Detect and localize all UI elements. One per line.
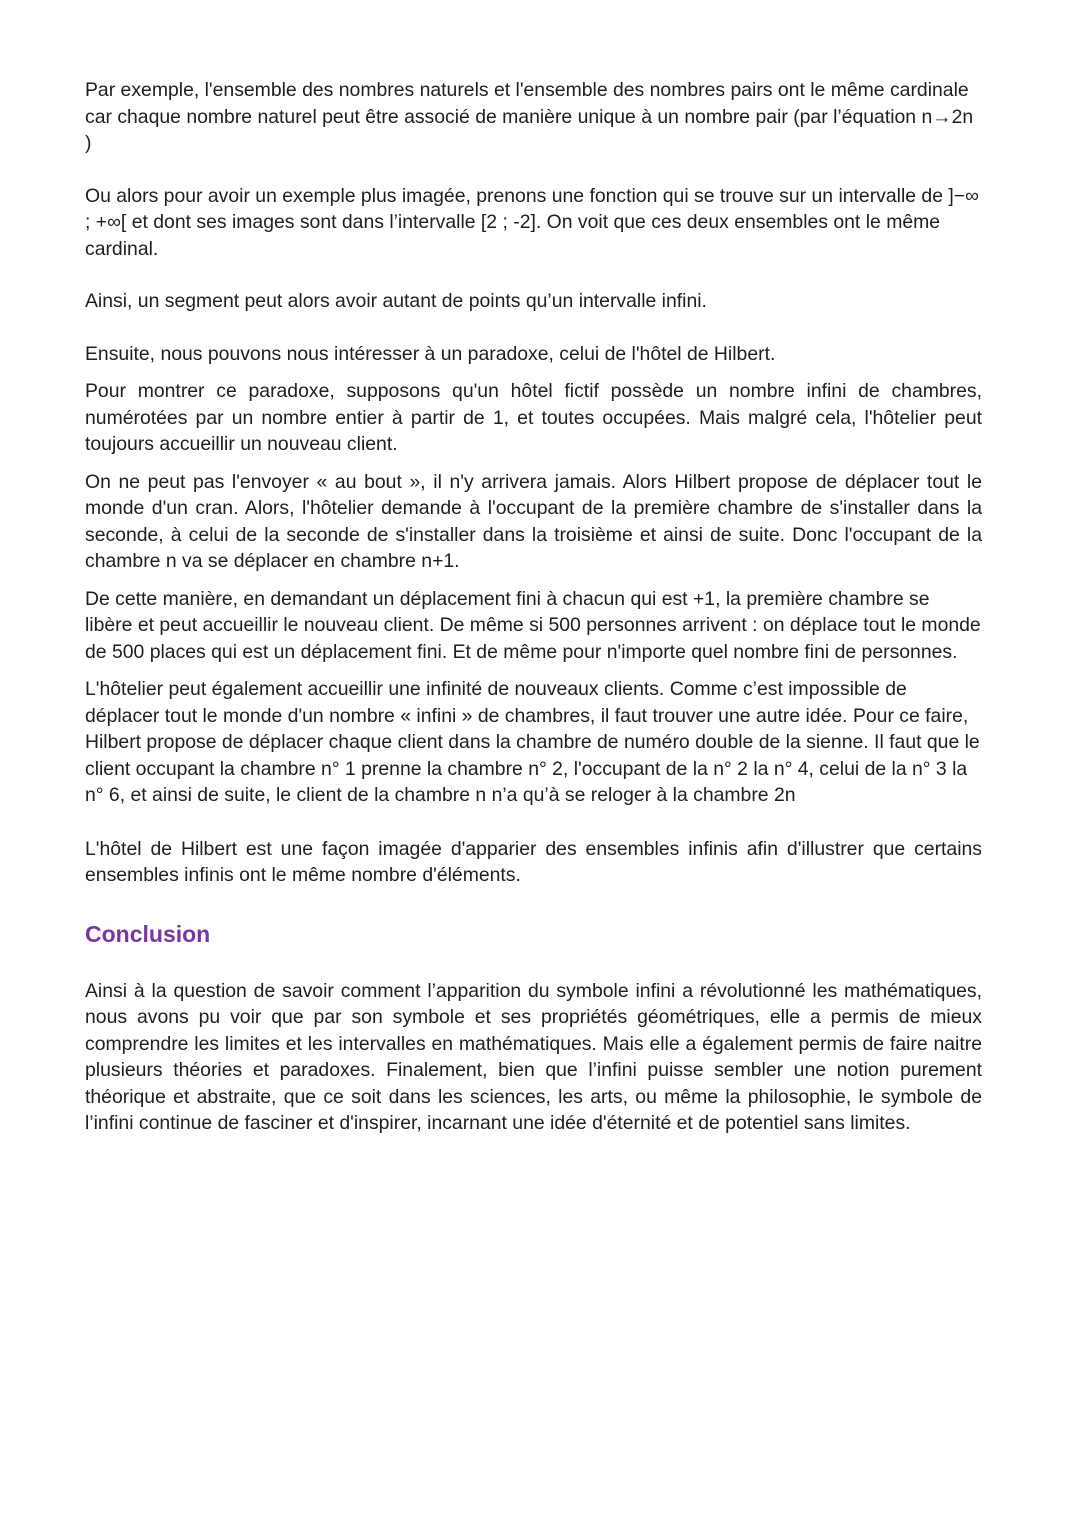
paragraph-segment-conclusion: Ainsi, un segment peut alors avoir autant de points qu’un intervalle infini. bbox=[85, 290, 707, 312]
paragraph-conclusion: Ainsi à la question de savoir comment l’apparition du symbole infini a révolutionné les mathématiques, nous avons pu voir que par son symbole et ses propriétés géométriques, elle a permis de mieux comprendre les limites et les intervalles en mathématiques. Mais elle a également permis de faire naitre plusieurs théories et paradoxes. Finalement, bien que l’infini puisse sembler une notion purement théorique et abstraite, que ce soit dans les sciences, les arts, ou même la philosophie, le symbole de l’infini continue de fasciner et d'inspirer, incarnant une idée d'éternité et de potentiel sans limites. bbox=[85, 979, 982, 1134]
paragraph-infinite-guests: L'hôtelier peut également accueillir une infinité de nouveaux clients. Comme c’est impossible de déplacer tout le monde d'un nombre « infini » de chambres, il faut trouver une autre idée. Pour ce faire, Hilbert propose de déplacer chaque client dans la chambre de numéro double de la sienne. Il faut que le client occupant la chambre n° 1 prenne la chambre n° 2, l'occupant de la n° 2 la n° 4, celui de la n° 3 la n° 6, et ainsi de suite, le client de la chambre n n’a qu’à se reloger à la chambre 2n bbox=[85, 678, 980, 806]
paragraph-hilbert-summary: L'hôtel de Hilbert est une façon imagée d'apparier des ensembles infinis afin d'illustrer que certains ensembles infinis ont le même nombre d'éléments. bbox=[85, 837, 982, 886]
conclusion-heading: Conclusion bbox=[85, 920, 211, 947]
paragraph-hilbert-shift: On ne peut pas l'envoyer « au bout », il n'y arrivera jamais. Alors Hilbert propose de déplacer tout le monde d'un cran. Alors, l'hôtelier demande à l'occupant de la première chambre de s'installer dans la seconde, à celui de la seconde de s'installer dans la troisième et ainsi de suite. Donc l'occupant de la chambre n va se déplacer en chambre n+1. bbox=[85, 470, 982, 572]
paragraph-finite-moves: De cette manière, en demandant un déplacement fini à chacun qui est +1, la première chambre se libère et peut accueillir le nouveau client. De même si 500 personnes arrivent : on déplace tout le monde de 500 places qui est un déplacement fini. Et de même pour n'importe quel nombre fini de personnes. bbox=[85, 587, 981, 663]
document-page bbox=[85, 77, 982, 1137]
paragraph-hilbert-intro: Ensuite, nous pouvons nous intéresser à un paradoxe, celui de l'hôtel de Hilbert. bbox=[85, 342, 776, 365]
paragraph-hilbert-setup: Pour montrer ce paradoxe, supposons qu'un hôtel fictif possède un nombre infini de chambres, numérotées par un nombre entier à partir de 1, et toutes occupées. Mais malgré cela, l'hôtelier peut toujours accueillir un nouveau client. bbox=[85, 380, 982, 455]
paragraph-cardinal-example: Par exemple, l'ensemble des nombres naturels et l'ensemble des nombres pairs ont le même cardinale car chaque nombre naturel peut être associé de manière unique à un nombre pair (par l’équation n→2n ) bbox=[85, 79, 974, 154]
paragraph-function-example: Ou alors pour avoir un exemple plus imagée, prenons une fonction qui se trouve sur un intervalle de ]−∞ ; +∞[ et dont ses images sont dans l’intervalle [2 ; -2]. On voit que ces deux ensembles ont le même cardinal. bbox=[85, 184, 979, 260]
